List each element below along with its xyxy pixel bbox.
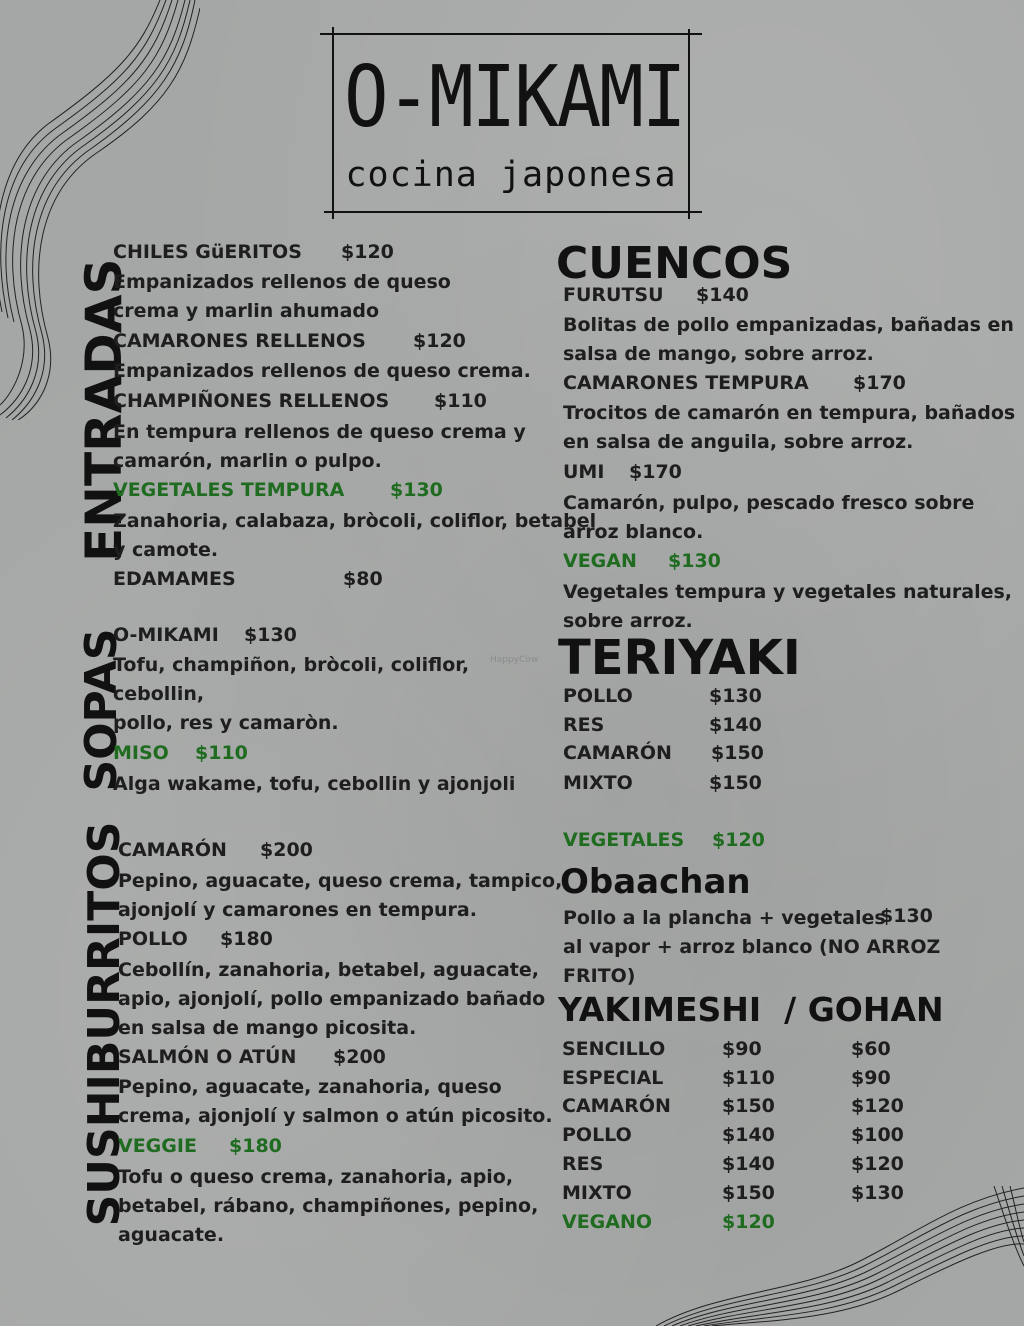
sushiburritos-item-name-vegan: VEGGIE [118,1135,197,1157]
obaachan-desc: al vapor + arroz blanco (NO ARROZ [563,936,941,958]
entradas-item-desc: Empanizados rellenos de queso crema. [113,360,531,382]
sushiburritos-item-desc: Pepino, aguacate, queso crema, tampico, [118,870,563,892]
cuencos-item-desc: Bolitas de pollo empanizadas, bañadas en [563,314,1014,336]
cuencos-item-name: FURUTSU [563,284,664,306]
teriyaki-item-name: MIXTO [563,772,633,794]
yakimeshi-row-name: CAMARÓN [562,1095,671,1117]
logo-frame-left [332,27,334,219]
sushiburritos-item-desc: apio, ajonjolí, pollo empanizado bañado [118,988,546,1010]
sushiburritos-item-desc: betabel, rábano, champiñones, pepino, [118,1195,539,1217]
yakimeshi-row-price-gohan: $100 [851,1124,904,1146]
heading-cuencos: CUENCOS [556,238,793,289]
yakimeshi-row-price-gohan: $60 [851,1038,891,1060]
entradas-item-price: $120 [413,330,466,352]
logo-frame-bottom [324,211,702,213]
entradas-item-name: CHAMPIÑONES RELLENOS [113,390,390,412]
entradas-item-price: $120 [341,241,394,263]
obaachan-desc: FRITO) [563,965,636,987]
teriyaki-item-price: $150 [709,772,762,794]
sushiburritos-item-name: CAMARÓN [118,839,227,861]
yakimeshi-row-name-vegan: VEGANO [562,1211,653,1233]
entradas-item-price: $80 [343,568,383,590]
sushiburritos-item-desc: ajonjolí y camarones en tempura. [118,899,477,921]
sopas-item-name: O-MIKAMI [113,624,219,646]
obaachan-price: $130 [880,905,933,927]
sushiburritos-item-desc: Tofu o queso crema, zanahoria, apio, [118,1166,514,1188]
yakimeshi-row-name: RES [562,1153,604,1175]
teriyaki-item-name: CAMARÓN [563,742,672,764]
cuencos-item-price: $170 [629,461,682,483]
yakimeshi-row-price: $150 [722,1182,775,1204]
yakimeshi-row-name: SENCILLO [562,1038,666,1060]
logo-frame-top [320,33,702,35]
sushiburritos-item-desc: en salsa de mango picosita. [118,1017,417,1039]
yakimeshi-row-price-gohan: $120 [851,1095,904,1117]
sushiburritos-item-name: SALMÓN O ATÚN [118,1046,297,1068]
entradas-item-name-vegan: VEGETALES TEMPURA [113,479,345,501]
sopas-item-desc: Tofu, champiñon, bròcoli, coliflor, [113,654,470,676]
cuencos-item-price: $170 [853,372,906,394]
sushiburritos-item-desc: Cebollín, zanahoria, betabel, aguacate, [118,959,539,981]
teriyaki-item-name: RES [563,714,605,736]
logo [330,33,692,213]
sushiburritos-item-desc: crema, ajonjolí y salmon o atún picosito. [118,1105,553,1127]
heading-yakimeshi-gohan: YAKIMESHI / GOHAN [558,990,944,1029]
sopas-item-desc: cebollin, [113,683,205,705]
entradas-item-price-vegan: $130 [390,479,443,501]
sushiburritos-item-price-vegan: $180 [229,1135,282,1157]
yakimeshi-row-price: $150 [722,1095,775,1117]
cuencos-item-desc: arroz blanco. [563,521,704,543]
wave-decoration-bottom-right [604,1186,1024,1326]
sushiburritos-item-name: POLLO [118,928,188,950]
logo-title: O-MIKAMI [344,47,685,147]
entradas-item-desc: camarón, marlin o pulpo. [113,450,382,472]
teriyaki-item-price: $150 [711,742,764,764]
entradas-item-name: EDAMAMES [113,568,236,590]
yakimeshi-row-price: $140 [722,1153,775,1175]
cuencos-item-name: UMI [563,461,605,483]
cuencos-item-desc: Camarón, pulpo, pescado fresco sobre [563,492,975,514]
yakimeshi-row-name: POLLO [562,1124,632,1146]
heading-sushiburritos: SUSHIBURRITOS [79,821,130,1227]
teriyaki-item-price: $140 [709,714,762,736]
entradas-item-desc: En tempura rellenos de queso crema y [113,421,526,443]
cuencos-item-price: $140 [696,284,749,306]
heading-entradas: ENTRADAS [75,258,133,562]
entradas-item-desc: Empanizados rellenos de queso [113,271,451,293]
sopas-item-name-vegan: MISO [113,742,169,764]
heading-teriyaki: TERIYAKI [558,630,801,686]
entradas-item-desc: crema y marlin ahumado [113,300,380,322]
yakimeshi-row-name: MIXTO [562,1182,632,1204]
sopas-item-price: $130 [244,624,297,646]
yakimeshi-row-price-gohan: $120 [851,1153,904,1175]
cuencos-item-desc: Vegetales tempura y vegetales naturales, [563,581,1013,603]
heading-obaachan: Obaachan [560,862,751,902]
yakimeshi-row-price-vegan: $120 [722,1211,775,1233]
sushiburritos-item-price: $200 [333,1046,386,1068]
logo-subtitle: cocina japonesa [345,155,677,195]
yakimeshi-row-price-gohan: $90 [851,1067,891,1089]
cuencos-item-desc: sobre arroz. [563,610,693,632]
cuencos-item-desc: salsa de mango, sobre arroz. [563,343,874,365]
watermark: HappyCow [490,655,539,665]
entradas-item-name: CHILES GüERITOS [113,241,302,263]
yakimeshi-row-price-gohan: $130 [851,1182,904,1204]
cuencos-item-name: CAMARONES TEMPURA [563,372,809,394]
entradas-item-desc: Zanahoria, calabaza, bròcoli, coliflor, betabel [113,510,597,532]
teriyaki-item-price-vegan: $120 [712,829,765,851]
teriyaki-item-price: $130 [709,685,762,707]
entradas-item-desc: y camote. [113,539,219,561]
obaachan-desc: Pollo a la plancha + vegetales [563,907,886,929]
teriyaki-item-name: POLLO [563,685,633,707]
logo-frame-right [688,29,690,219]
sushiburritos-item-price: $200 [260,839,313,861]
teriyaki-item-name-vegan: VEGETALES [563,829,685,851]
sopas-item-desc: pollo, res y camaròn. [113,712,339,734]
sushiburritos-item-desc: Pepino, aguacate, zanahoria, queso [118,1076,502,1098]
yakimeshi-row-price: $140 [722,1124,775,1146]
cuencos-item-desc: Trocitos de camarón en tempura, bañados [563,402,1016,424]
cuencos-item-desc: en salsa de anguila, sobre arroz. [563,431,914,453]
sopas-item-desc: Alga wakame, tofu, cebollin y ajonjoli [113,773,516,795]
yakimeshi-row-price: $90 [722,1038,762,1060]
sopas-item-price-vegan: $110 [195,742,248,764]
cuencos-item-name-vegan: VEGAN [563,550,637,572]
entradas-item-price: $110 [434,390,487,412]
yakimeshi-row-price: $110 [722,1067,775,1089]
entradas-item-name: CAMARONES RELLENOS [113,330,366,352]
yakimeshi-row-name: ESPECIAL [562,1067,664,1089]
cuencos-item-price-vegan: $130 [668,550,721,572]
sushiburritos-item-price: $180 [220,928,273,950]
heading-sopas: SOPAS [76,628,127,792]
sushiburritos-item-desc: aguacate. [118,1224,225,1246]
